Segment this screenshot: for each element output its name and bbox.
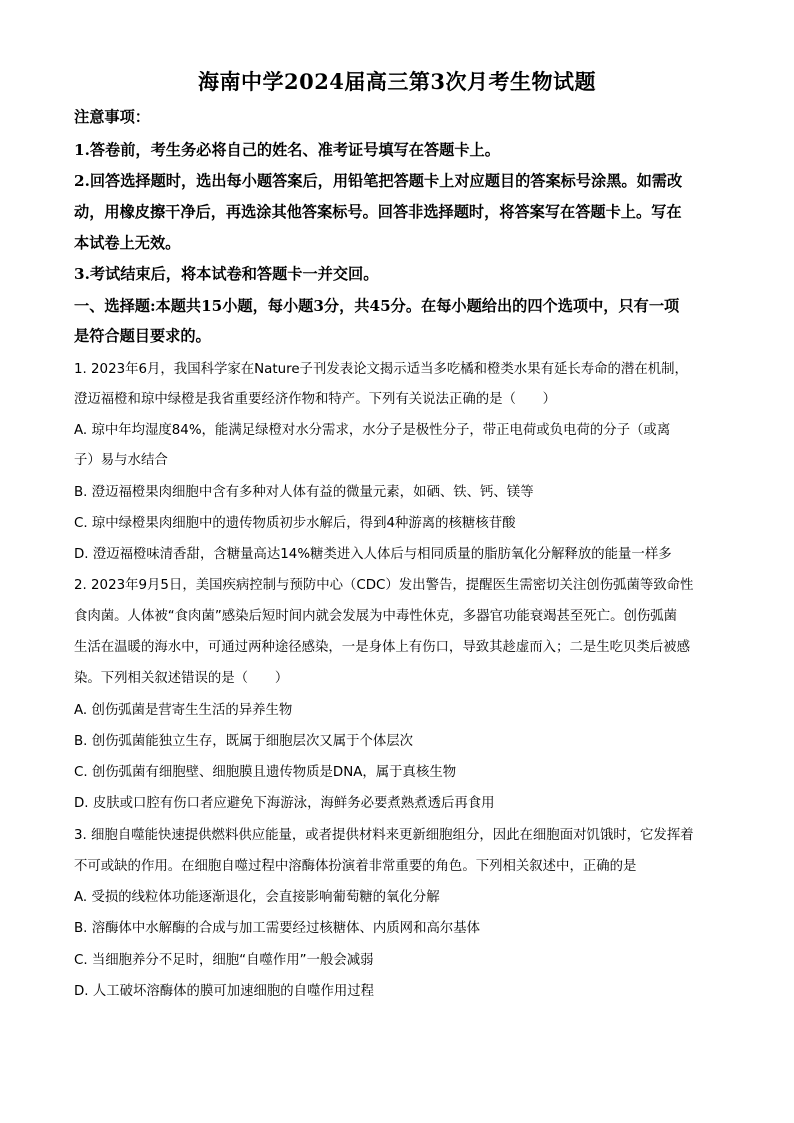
question-1-stem: 1. 2023年6月，我国科学家在Nature子刊发表论文揭示适当多吃橘和橙类水果有延长寿命的潜在机制， xyxy=(74,362,688,377)
question-1-option-d: D. 澄迈福橙味清香甜，含糖量高达14%糖类进入人体后与相同质量的脂肪氧化分解释放的能量一样多 xyxy=(74,547,672,562)
notice-item: 3.考试结束后，将本试卷和答题卡一并交回。 xyxy=(74,265,379,283)
question-1-option-a: A. 琼中年均湿度84%，能满足绿橙对水分需求，水分子是极性分子，带正电荷或负电荷的分子（或离 xyxy=(74,423,671,438)
question-2-stem: 生活在温暖的海水中，可通过两种途径感染，一是身体上有伤口，导致其趁虚而入；二是生吃贝类后被感 xyxy=(74,640,690,655)
notice-item: 动，用橡皮擦干净后，再选涂其他答案标号。回答非选择题时，将答案写在答题卡上。写在 xyxy=(74,203,682,221)
notice-item: 1.答卷前，考生务必将自己的姓名、准考证号填写在答题卡上。 xyxy=(74,141,500,159)
question-3-option-b: B. 溶酶体中水解酶的合成与加工需要经过核糖体、内质网和高尔基体 xyxy=(74,921,481,936)
question-1-stem: 澄迈福橙和琼中绿橙是我省重要经济作物和特产。下列有关说法正确的是（ ） xyxy=(74,392,557,407)
question-2-option-d: D. 皮肤或口腔有伤口者应避免下海游泳，海鲜务必要煮熟煮透后再食用 xyxy=(74,796,495,811)
notice-item: 2.回答选择题时，选出每小题答案后，用铅笔把答题卡上对应题目的答案标号涂黑。如需改 xyxy=(74,172,683,190)
question-2-option-b: B. 创伤弧菌能独立生存，既属于细胞层次又属于个体层次 xyxy=(74,734,414,749)
question-3-option-d: D. 人工破坏溶酶体的膜可加速细胞的自噬作用过程 xyxy=(74,984,375,999)
question-1-option-c: C. 琼中绿橙果肉细胞中的遗传物质初步水解后，得到4种游离的核糖核苷酸 xyxy=(74,516,516,531)
question-1-option-b: B. 澄迈福橙果肉细胞中含有多种对人体有益的微量元素，如硒、铁、钙、镁等 xyxy=(74,485,534,500)
notice-heading: 注意事项： xyxy=(74,108,150,126)
question-2-stem: 染。下列相关叙述错误的是（ ） xyxy=(74,671,289,686)
question-2-option-a: A. 创伤弧菌是营寄生生活的异养生物 xyxy=(74,703,293,718)
question-3-stem: 不可或缺的作用。在细胞自噬过程中溶酶体扮演着非常重要的角色。下列相关叙述中，正确的是 xyxy=(74,859,637,874)
question-2-stem: 食肉菌。人体被“食肉菌”感染后短时间内就会发展为中毒性休克，多器官功能衰竭甚至死亡。创伤弧菌 xyxy=(74,609,678,624)
question-3-stem: 3. 细胞自噬能快速提供燃料供应能量，或者提供材料来更新细胞组分，因此在细胞面对饥饿时，它发挥着 xyxy=(74,828,694,843)
question-1-option-a: 子）易与水结合 xyxy=(74,453,168,468)
question-3-option-a: A. 受损的线粒体功能逐渐退化，会直接影响葡萄糖的氧化分解 xyxy=(74,890,440,905)
notice-item: 本试卷上无效。 xyxy=(74,234,181,252)
question-2-option-c: C. 创伤弧菌有细胞壁、细胞膜且遗传物质是DNA，属于真核生物 xyxy=(74,765,457,780)
question-3-option-c: C. 当细胞养分不足时，细胞“自噬作用”一般会减弱 xyxy=(74,953,374,968)
question-2-stem: 2. 2023年9月5日，美国疾病控制与预防中心（CDC）发出警告，提醒医生需密切关注创伤弧菌等致命性 xyxy=(74,578,694,593)
page-title: 海南中学2024届高三第3次月考生物试题 xyxy=(197,69,597,94)
section-heading: 一、选择题:本题共15小题，每小题3分，共45分。在每小题给出的四个选项中，只有一项 xyxy=(74,297,680,315)
section-heading: 是符合题目要求的。 xyxy=(74,327,211,345)
